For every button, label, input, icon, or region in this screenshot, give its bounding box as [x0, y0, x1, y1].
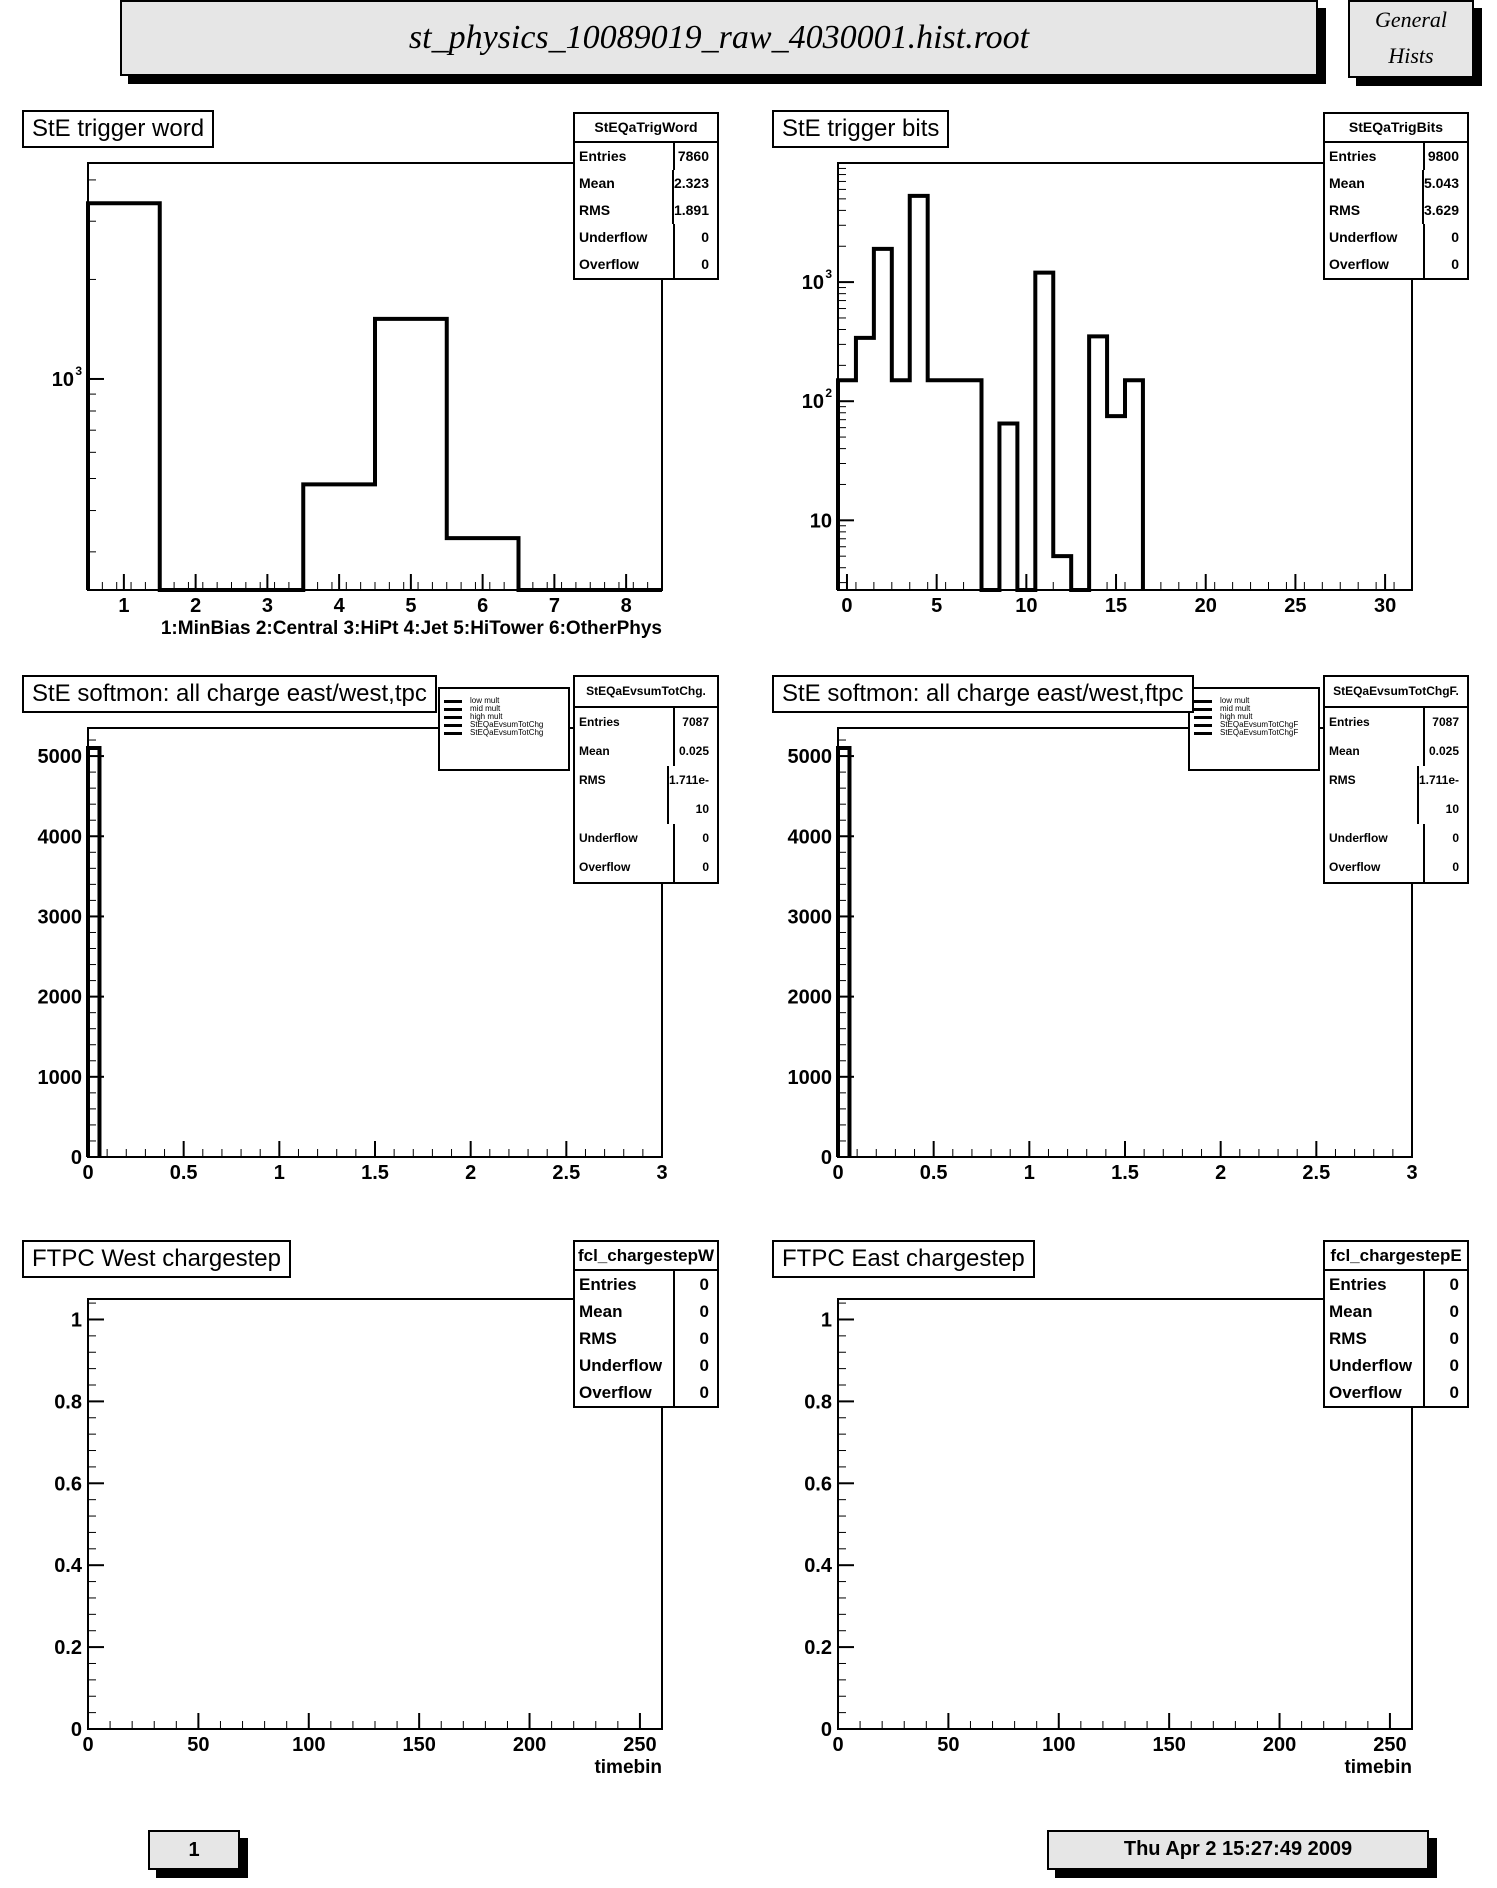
- x-tick-label: 25: [1284, 595, 1307, 617]
- stats-key: Mean: [1325, 737, 1425, 766]
- stats-key: Mean: [1325, 1298, 1425, 1325]
- y-tick-exponent: 3: [825, 267, 832, 282]
- histogram-line: [838, 196, 1143, 590]
- stats-key: Mean: [575, 737, 675, 766]
- stats-row: [1325, 737, 1467, 766]
- legend-entry: mid mult: [440, 705, 568, 713]
- y-tick-label: 10: [801, 272, 824, 295]
- stats-key: Overflow: [1325, 853, 1425, 882]
- stats-row: [575, 766, 717, 824]
- stats-value: 0: [701, 256, 709, 272]
- canvas-title-box: [120, 0, 1318, 76]
- y-tick-label: 0: [820, 1719, 832, 1741]
- stats-row: [1325, 1325, 1467, 1352]
- pad-title: StE trigger bits: [772, 110, 949, 148]
- pad-title: StE softmon: all charge east/west,tpc: [22, 675, 437, 713]
- stats-key: Mean: [575, 1298, 675, 1325]
- stats-box: [1323, 112, 1469, 280]
- stats-box: [1323, 675, 1469, 884]
- stats-row: [575, 197, 717, 224]
- y-tick-label: 4000: [37, 826, 82, 849]
- x-tick-label: 1: [1023, 1162, 1035, 1184]
- stats-box: [573, 675, 719, 884]
- stats-value: 0: [701, 229, 709, 245]
- legend-entry: StEQaEvsumTotChgF: [1190, 729, 1318, 737]
- stats-key: Entries: [575, 143, 675, 170]
- x-tick-label: 2.5: [1302, 1162, 1331, 1184]
- y-tick-label: 1000: [787, 1066, 832, 1089]
- x-tick-label: 1.5: [1111, 1162, 1139, 1184]
- pad-trigger-word: [0, 110, 745, 675]
- pad-ftpc-west: [0, 1240, 745, 1805]
- legend-entry: mid mult: [1190, 705, 1318, 713]
- stats-value: 0: [699, 1383, 709, 1402]
- x-tick-label: 5: [405, 595, 417, 617]
- general-hists-box: [1348, 0, 1474, 78]
- stats-key: Overflow: [1325, 251, 1425, 278]
- x-axis-label: timebin: [1344, 1757, 1412, 1778]
- date-box: [1047, 1830, 1429, 1870]
- x-axis-label: 1:MinBias 2:Central 3:HiPt 4:Jet 5:HiTower 6:OtherPhys: [160, 618, 662, 639]
- legend-entry: high mult: [440, 713, 568, 721]
- stats-row: [575, 143, 717, 170]
- stats-name: StEQaTrigWord: [575, 114, 717, 143]
- stats-row: [1325, 170, 1467, 197]
- stats-key: Entries: [575, 1271, 675, 1298]
- stats-key: RMS: [1325, 197, 1424, 224]
- stats-key: Mean: [1325, 170, 1424, 197]
- stats-value: 0: [699, 1275, 709, 1294]
- x-tick-label: 1: [273, 1162, 285, 1184]
- pad-softmon-tpc: [0, 675, 745, 1240]
- stats-value: 0: [1449, 1302, 1459, 1321]
- stats-row: [1325, 143, 1467, 170]
- stats-key: Entries: [575, 708, 675, 737]
- y-tick-label: 0.6: [804, 1473, 832, 1496]
- legend-entry: low mult: [440, 697, 568, 705]
- y-tick-label: 0.2: [54, 1637, 82, 1660]
- y-tick-label: 1: [820, 1309, 832, 1332]
- stats-row: [575, 1271, 717, 1298]
- stats-value: 1.711e-10: [1418, 773, 1459, 816]
- x-tick-label: 1.5: [361, 1162, 389, 1184]
- x-tick-label: 2: [190, 595, 202, 617]
- stats-key: RMS: [575, 766, 669, 824]
- stats-value: 0: [1449, 1329, 1459, 1348]
- pad-softmon-ftpc: [750, 675, 1495, 1240]
- x-tick-label: 30: [1373, 595, 1397, 617]
- y-tick-label: 0.6: [54, 1473, 82, 1496]
- stats-row: [575, 251, 717, 278]
- stats-value: 0: [702, 860, 709, 874]
- x-tick-label: 2: [465, 1162, 477, 1184]
- x-axis-label: timebin: [594, 1757, 662, 1778]
- legend-entry: StEQaEvsumTotChg: [440, 729, 568, 737]
- y-tick-exponent: 2: [825, 386, 832, 401]
- y-tick-label: 2000: [37, 986, 82, 1009]
- stats-value: 0: [1451, 229, 1459, 245]
- y-tick-label: 0: [820, 1147, 832, 1169]
- stats-row: [1325, 224, 1467, 251]
- stats-row: [575, 737, 717, 766]
- x-tick-label: 50: [937, 1734, 960, 1756]
- x-tick-label: 250: [623, 1734, 657, 1756]
- stats-key: Underflow: [1325, 1352, 1425, 1379]
- x-tick-label: 2.5: [552, 1162, 581, 1184]
- y-tick-label: 5000: [787, 746, 832, 769]
- x-tick-label: 7: [548, 595, 560, 617]
- stats-box: [1323, 1240, 1469, 1408]
- stats-row: [575, 1325, 717, 1352]
- stats-row: [1325, 197, 1467, 224]
- pad-trigger-bits: [750, 110, 1495, 675]
- stats-value: 2.323: [673, 175, 709, 191]
- page-number: 1: [188, 1839, 200, 1861]
- x-tick-label: 50: [187, 1734, 210, 1756]
- pad-title: StE softmon: all charge east/west,ftpc: [772, 675, 1194, 713]
- y-tick-label: 3000: [787, 906, 832, 929]
- x-tick-label: 0: [832, 1734, 844, 1756]
- x-tick-label: 20: [1194, 595, 1217, 617]
- stats-row: [575, 1298, 717, 1325]
- stats-value: 0: [1449, 1275, 1459, 1294]
- pad-title: StE trigger word: [22, 110, 214, 148]
- stats-key: Underflow: [575, 824, 675, 853]
- stats-name: StEQaEvsumTotChg.: [575, 677, 717, 708]
- stats-value: 0: [702, 831, 709, 845]
- stats-key: Overflow: [575, 1379, 675, 1406]
- x-tick-label: 250: [1373, 1734, 1407, 1756]
- y-tick-label: 10: [809, 510, 832, 533]
- canvas-title: st_physics_10089019_raw_4030001.hist.root: [408, 19, 1030, 56]
- stats-key: Overflow: [1325, 1379, 1425, 1406]
- x-tick-label: 5: [931, 595, 943, 617]
- stats-row: [1325, 1379, 1467, 1406]
- legend-entry: high mult: [1190, 713, 1318, 721]
- x-tick-label: 3: [1406, 1162, 1418, 1184]
- stats-key: Entries: [1325, 708, 1425, 737]
- x-tick-label: 150: [402, 1734, 436, 1756]
- stats-name: fcl_chargestepW: [575, 1242, 717, 1271]
- page-number-box: [148, 1830, 240, 1870]
- stats-row: [575, 853, 717, 882]
- y-tick-label: 4000: [787, 826, 832, 849]
- x-tick-label: 0: [841, 595, 853, 617]
- y-tick-label: 0.2: [804, 1637, 832, 1660]
- stats-key: Underflow: [575, 224, 675, 251]
- x-tick-label: 100: [1042, 1734, 1076, 1756]
- stats-row: [1325, 766, 1467, 824]
- stats-box: [573, 112, 719, 280]
- stats-key: Underflow: [575, 1352, 675, 1379]
- y-tick-exponent: 3: [75, 363, 82, 378]
- stats-row: [1325, 708, 1467, 737]
- stats-value: 0: [1449, 1356, 1459, 1375]
- y-tick-label: 1: [70, 1309, 82, 1332]
- y-tick-label: 2000: [787, 986, 832, 1009]
- stats-value: 0: [1452, 831, 1459, 845]
- legend-entry: low mult: [1190, 697, 1318, 705]
- y-tick-label: 0.8: [804, 1391, 832, 1414]
- stats-row: [1325, 824, 1467, 853]
- general-label: General: [1374, 7, 1448, 32]
- legend-box: [1188, 687, 1320, 771]
- stats-value: 9800: [1427, 148, 1459, 164]
- legend-entry: StEQaEvsumTotChgF: [1190, 721, 1318, 729]
- histogram-line: [838, 748, 849, 1157]
- legend-entry: StEQaEvsumTotChg: [440, 721, 568, 729]
- x-tick-label: 0: [82, 1734, 94, 1756]
- stats-value: 0: [1449, 1383, 1459, 1402]
- stats-value: 0: [699, 1329, 709, 1348]
- pad-title: FTPC West chargestep: [22, 1240, 291, 1278]
- y-tick-label: 1000: [37, 1066, 82, 1089]
- stats-name: StEQaEvsumTotChgF.: [1325, 677, 1467, 708]
- stats-key: Overflow: [575, 853, 675, 882]
- stats-value: 0.025: [678, 744, 709, 758]
- stats-name: StEQaTrigBits: [1325, 114, 1467, 143]
- x-tick-label: 15: [1104, 595, 1128, 617]
- stats-key: Entries: [1325, 143, 1425, 170]
- x-tick-label: 3: [261, 595, 273, 617]
- stats-value: 0.025: [1428, 744, 1459, 758]
- stats-value: 7860: [677, 148, 709, 164]
- stats-row: [575, 1352, 717, 1379]
- legend-box: [438, 687, 570, 771]
- stats-key: Mean: [575, 170, 674, 197]
- y-tick-label: 0.4: [804, 1555, 832, 1578]
- stats-key: RMS: [575, 1325, 675, 1352]
- x-tick-label: 1: [118, 595, 130, 617]
- stats-key: Underflow: [1325, 224, 1425, 251]
- y-tick-label: 5000: [37, 746, 82, 769]
- x-tick-label: 4: [333, 595, 345, 617]
- stats-value: 0: [699, 1356, 709, 1375]
- stats-box: [573, 1240, 719, 1408]
- y-tick-label: 10: [801, 391, 824, 414]
- stats-name: fcl_chargestepE: [1325, 1242, 1467, 1271]
- y-tick-label: 3000: [37, 906, 82, 929]
- hists-label: Hists: [1388, 43, 1434, 68]
- stats-row: [1325, 251, 1467, 278]
- stats-value: 0: [1451, 256, 1459, 272]
- stats-row: [575, 1379, 717, 1406]
- x-tick-label: 0.5: [919, 1162, 948, 1184]
- stats-row: [575, 708, 717, 737]
- x-tick-label: 0: [832, 1162, 844, 1184]
- x-tick-label: 6: [477, 595, 489, 617]
- stats-row: [1325, 853, 1467, 882]
- stats-key: RMS: [1325, 1325, 1425, 1352]
- stats-value: 7087: [1432, 715, 1459, 729]
- y-tick-label: 0: [70, 1147, 82, 1169]
- stats-key: RMS: [575, 197, 674, 224]
- stats-key: RMS: [1325, 766, 1419, 824]
- y-tick-label: 0: [70, 1719, 82, 1741]
- stats-row: [1325, 1271, 1467, 1298]
- stats-value: 1.891: [673, 202, 709, 218]
- y-tick-label: 0.8: [54, 1391, 82, 1414]
- x-tick-label: 3: [656, 1162, 668, 1184]
- stats-key: Underflow: [1325, 824, 1425, 853]
- pad-ftpc-east: [750, 1240, 1495, 1805]
- stats-row: [575, 224, 717, 251]
- x-tick-label: 10: [1015, 595, 1038, 617]
- x-tick-label: 150: [1152, 1734, 1186, 1756]
- x-tick-label: 0.5: [169, 1162, 198, 1184]
- stats-value: 1.711e-10: [668, 773, 709, 816]
- stats-key: Overflow: [575, 251, 675, 278]
- x-tick-label: 8: [620, 595, 632, 617]
- stats-value: 5.043: [1423, 175, 1459, 191]
- stats-row: [1325, 1298, 1467, 1325]
- pad-title: FTPC East chargestep: [772, 1240, 1035, 1278]
- x-tick-label: 100: [292, 1734, 326, 1756]
- stats-value: 7087: [682, 715, 709, 729]
- histogram-line: [88, 748, 99, 1157]
- stats-value: 0: [699, 1302, 709, 1321]
- stats-row: [575, 824, 717, 853]
- stats-value: 3.629: [1423, 202, 1459, 218]
- x-tick-label: 200: [1262, 1734, 1297, 1756]
- stats-row: [575, 170, 717, 197]
- x-tick-label: 0: [82, 1162, 94, 1184]
- date-stamp: Thu Apr 2 15:27:49 2009: [1123, 1838, 1353, 1860]
- x-tick-label: 200: [512, 1734, 547, 1756]
- stats-key: Entries: [1325, 1271, 1425, 1298]
- stats-row: [1325, 1352, 1467, 1379]
- y-tick-label: 0.4: [54, 1555, 82, 1578]
- x-tick-label: 2: [1215, 1162, 1227, 1184]
- y-tick-label: 10: [51, 368, 74, 391]
- stats-value: 0: [1452, 860, 1459, 874]
